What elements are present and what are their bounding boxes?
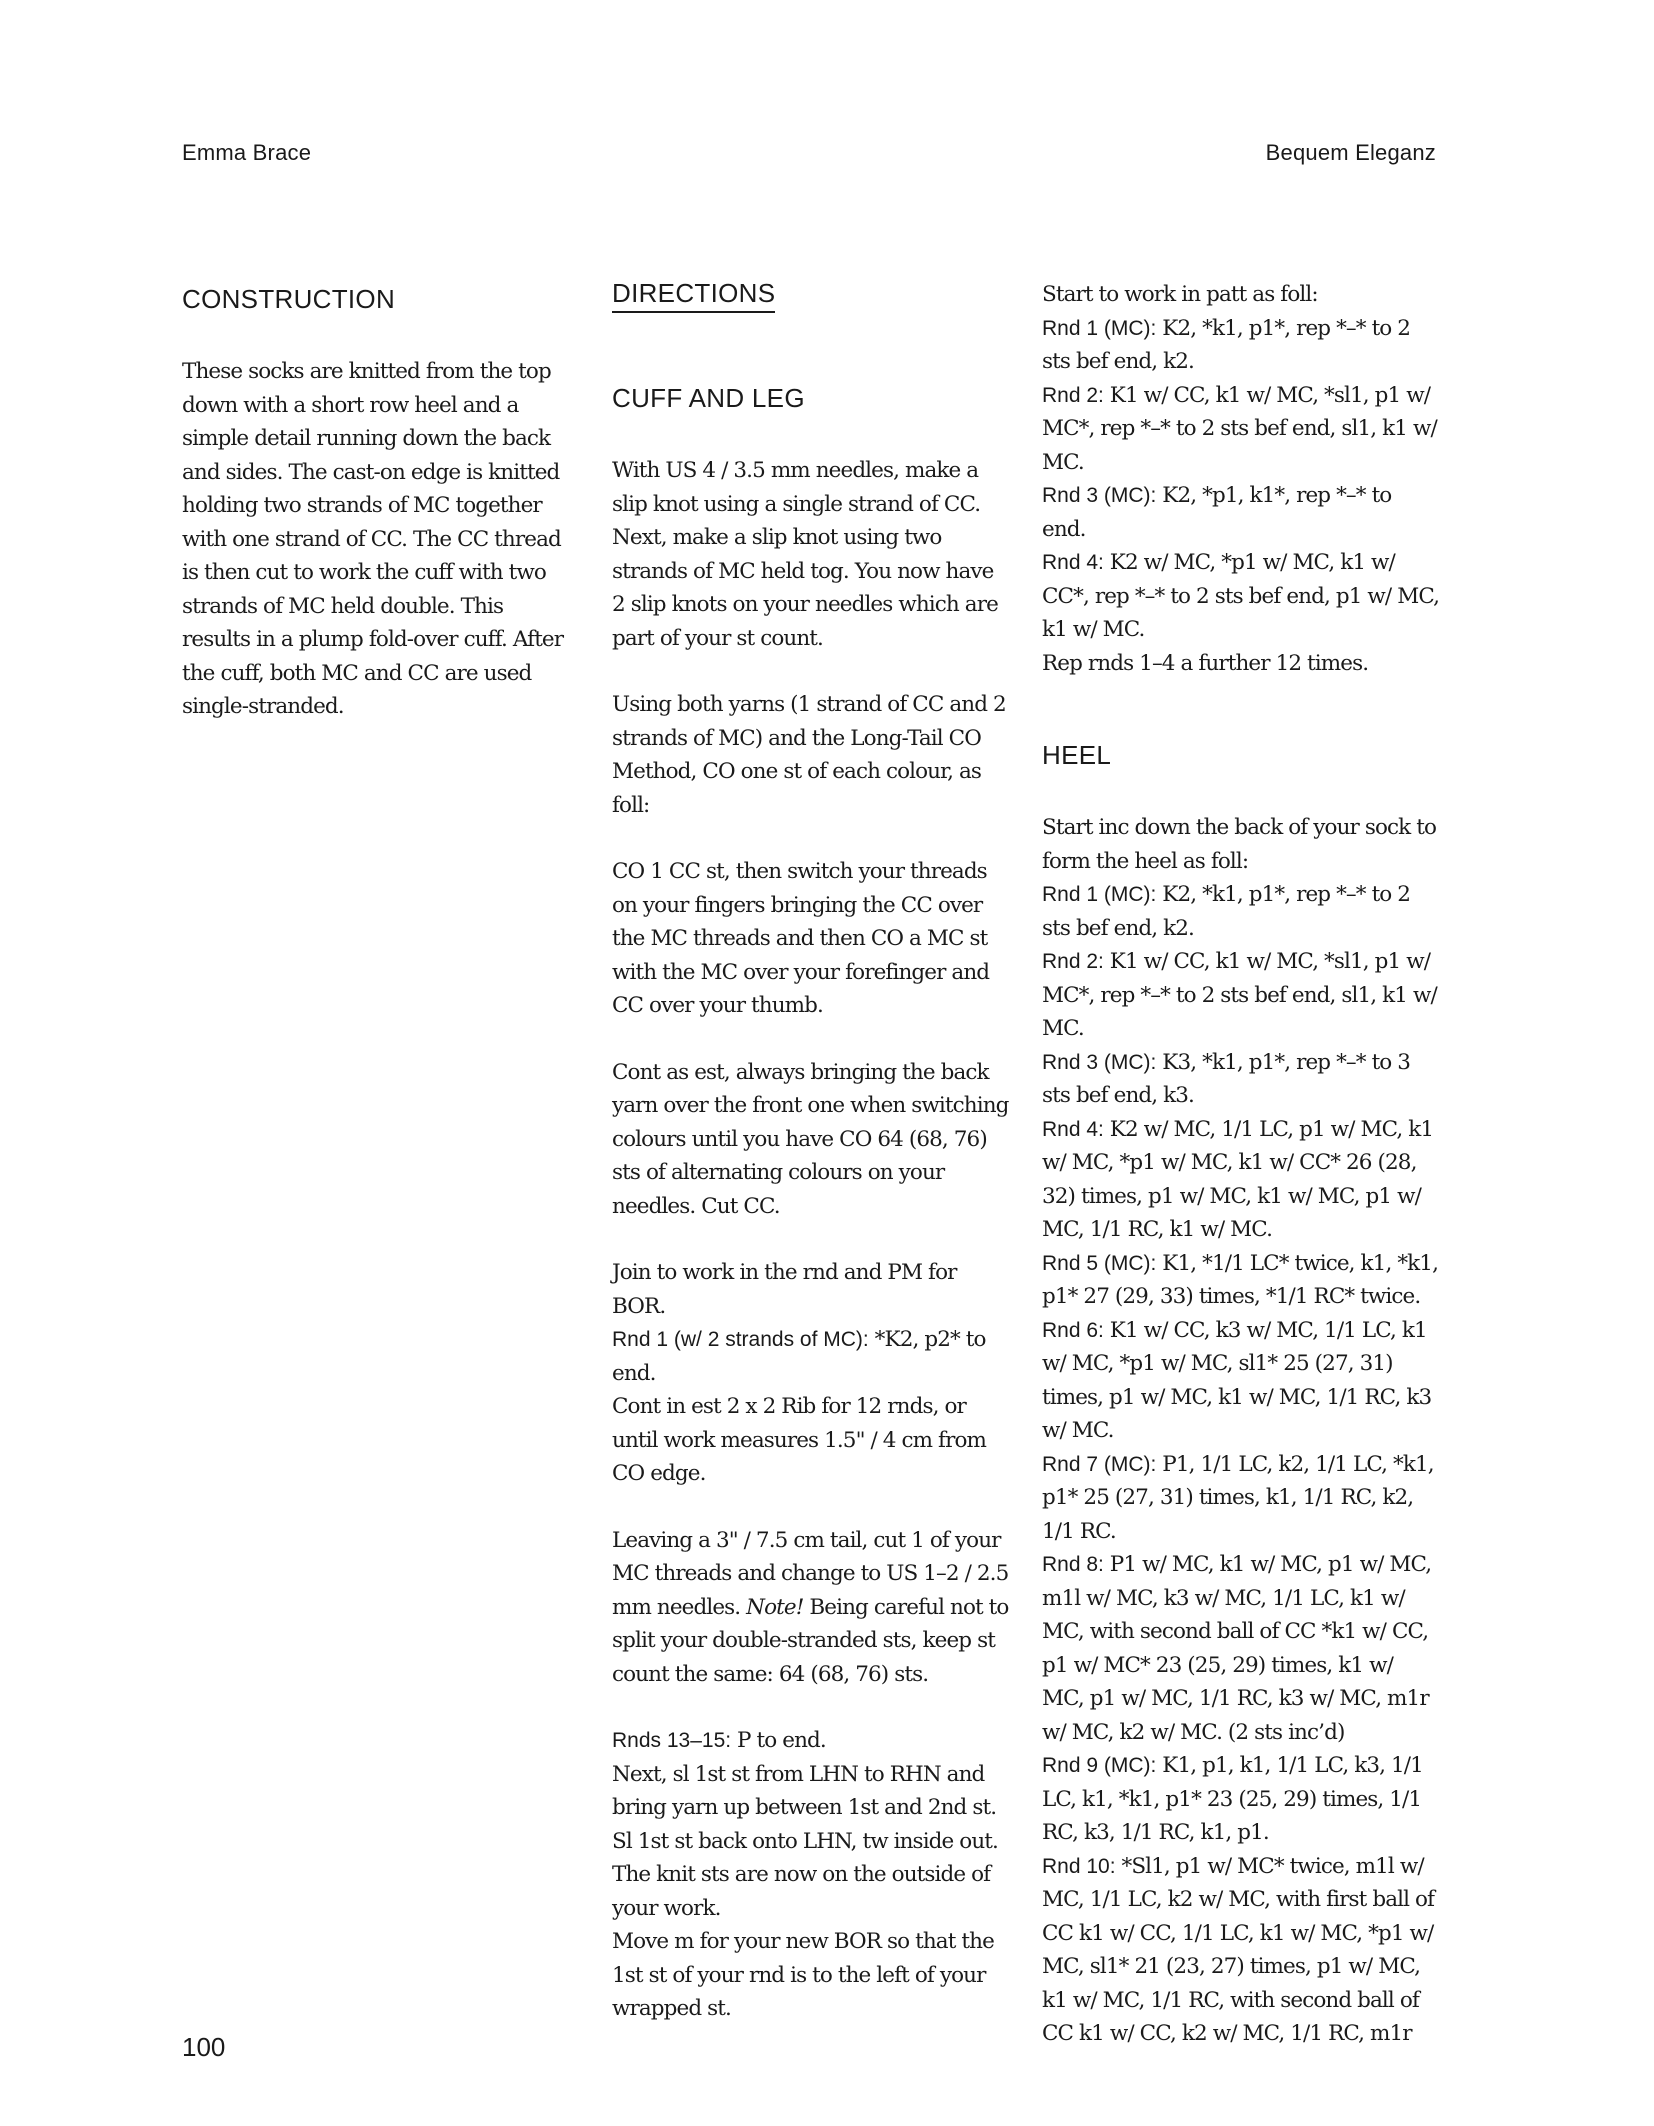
round-label: Rnd 3 (MC):	[1042, 1050, 1157, 1074]
round-label: Rnd 2:	[1042, 950, 1104, 973]
round-label: Rnd 8:	[1042, 1553, 1104, 1576]
round-instruction	[612, 1724, 1010, 1758]
round-label: Rnd 4:	[1042, 1117, 1104, 1141]
pattern-intro: Start to work in patt as foll:	[1042, 282, 1318, 307]
round-text: K2, *p1, k1*, rep *–* to end.	[1042, 483, 1392, 542]
round-text: K2 w/ MC, *p1 w/ MC, k1 w/ CC*, rep *–* to 2 sts bef end, p1 w/ MC, k1 w/ MC.	[1042, 550, 1440, 642]
round-text: P to end.	[731, 1728, 826, 1753]
running-header-author: Emma Brace	[182, 140, 312, 165]
text-run: Being careful not to split your double-stranded sts, keep st count the same: 64 (68, 76) sts.	[612, 1594, 1009, 1687]
round-text: P1, 1/1 LC, k2, 1/1 LC, *k1, p1* 25 (27, 31) times, k1, 1/1 RC, k2, 1/1 RC.	[1042, 1451, 1434, 1544]
round-instruction	[1042, 1548, 1440, 1749]
construction-column	[182, 278, 574, 724]
directions-paragraph: CO 1 CC st, then switch your threads on your fingers bringing the CC over the MC threads and then CO a MC st with the MC over your forefinger and CC over your thumb.	[612, 859, 990, 1018]
heel-intro: Start inc down the back of your sock to form the heel as foll:	[1042, 815, 1437, 874]
round-instruction	[1042, 1314, 1440, 1448]
round-text: K1, p1, k1, 1/1 LC, k3, 1/1 LC, k1, *k1, p1* 23 (25, 29) times, 1/1 RC, k3, 1/1 RC, k1, p1.	[1042, 1753, 1423, 1845]
round-text: K1, *1/1 LC* twice, k1, *k1, p1* 27 (29, 33) times, *1/1 RC* twice.	[1042, 1250, 1439, 1309]
round-text: *K2, p2* to end.	[612, 1327, 986, 1386]
round-label: Rnd 10:	[1042, 1854, 1116, 1878]
round-text: K1 w/ CC, k1 w/ MC, *sl1, p1 w/ MC*, rep *–* to 2 sts bef end, sl1, k1 w/ MC.	[1042, 949, 1437, 1041]
round-instruction	[1042, 1448, 1440, 1549]
directions-heading: DIRECTIONS	[612, 278, 775, 313]
round-text: K2, *k1, p1*, rep *–* to 2 sts bef end, k2.	[1042, 315, 1411, 374]
round-label: Rnd 7 (MC):	[1042, 1452, 1157, 1476]
directions-column	[612, 278, 1010, 2026]
directions-paragraph: Next, sl 1st st from LHN to RHN and bring yarn up between 1st and 2nd st. Sl 1st st back onto LHN, tw inside out. The knit sts are now on the outside of your work.	[612, 1761, 998, 1921]
round-text: K2 w/ MC, 1/1 LC, p1 w/ MC, k1 w/ MC, *p1 w/ MC, k1 w/ CC* 26 (28, 32) times, p1 w/ MC, k1 w/ MC, p1 w/ MC, 1/1 RC, k1 w/ MC.	[1042, 1116, 1434, 1242]
round-instruction	[612, 1323, 1010, 1390]
round-instruction	[1042, 1749, 1440, 1850]
round-instruction	[1042, 379, 1440, 480]
repeat-instruction: Rep rnds 1–4 a further 12 times.	[1042, 650, 1369, 676]
note-emphasis: Note!	[746, 1594, 804, 1620]
cuff-and-leg-heading: CUFF AND LEG	[612, 383, 805, 413]
round-instruction	[1042, 1113, 1440, 1247]
round-instruction	[1042, 878, 1440, 945]
round-instruction	[1042, 1850, 1440, 2051]
construction-heading: CONSTRUCTION	[182, 284, 396, 314]
round-text: *Sl1, p1 w/ MC* twice, m1l w/ MC, 1/1 LC, k2 w/ MC, with first ball of CC k1 w/ CC, 1/1 LC, k1 w/ MC, *p1 w/ MC, sl1* 21 (23, 27) times, p1 w/ MC, k1 w/ MC, 1/1 RC, with second ball of CC k1 w/ CC, k2 w/ MC, 1/1 RC, m1r	[1042, 1853, 1435, 2046]
round-text: P1 w/ MC, k1 w/ MC, p1 w/ MC, m1l w/ MC, k3 w/ MC, 1/1 LC, k1 w/ MC, with second ball of CC *k1 w/ CC, p1 w/ MC* 23 (25, 29) times, k1 w/ MC, p1 w/ MC, 1/1 RC, k3 w/ MC, m1r w/ MC, k2 w/ MC. (2 sts inc’d)	[1042, 1552, 1432, 1745]
directions-paragraph: Using both yarns (1 strand of CC and 2 strands of MC) and the Long-Tail CO Method, CO one st of each colour, as foll:	[612, 692, 1006, 818]
pattern-column	[1042, 278, 1440, 2051]
round-label: Rnd 6:	[1042, 1318, 1104, 1342]
directions-paragraph	[612, 1524, 1010, 1692]
round-label: Rnd 1 (MC):	[1042, 316, 1157, 340]
round-label: Rnd 9 (MC):	[1042, 1754, 1157, 1777]
round-label: Rnd 4:	[1042, 551, 1104, 574]
round-text: K2, *k1, p1*, rep *–* to 2 sts bef end, k2.	[1042, 882, 1411, 941]
text-run: Leaving a 3" / 7.5 cm tail, cut 1 of your MC threads and change to US 1–2 / 2.5 mm needles.	[612, 1527, 1009, 1620]
heel-heading: HEEL	[1042, 740, 1112, 770]
round-label: Rnd 3 (MC):	[1042, 484, 1157, 507]
round-instruction	[1042, 1247, 1440, 1314]
running-header-book-title: Bequem Eleganz	[1265, 140, 1436, 165]
directions-paragraph: Cont as est, always bringing the back yarn over the front one when switching colours until you have CO 64 (68, 76) sts of alternating colours on your needles. Cut CC.	[612, 1059, 1009, 1219]
directions-paragraph: Cont in est 2 x 2 Rib for 12 rnds, or until work measures 1.5" / 4 cm from CO edge.	[612, 1394, 987, 1486]
round-label: Rnd 2:	[1042, 383, 1104, 407]
round-instruction	[1042, 546, 1440, 647]
round-instruction	[1042, 945, 1440, 1046]
round-label: Rnd 1 (w/ 2 strands of MC):	[612, 1328, 869, 1351]
directions-paragraph: With US 4 / 3.5 mm needles, make a slip knot using a single strand of CC. Next, make a slip knot using two strands of MC held tog. You now have 2 slip knots on your needles which are part of your st count.	[612, 458, 998, 651]
round-label: Rnd 5 (MC):	[1042, 1251, 1157, 1275]
round-text: K3, *k1, p1*, rep *–* to 3 sts bef end, k3.	[1042, 1049, 1411, 1108]
round-label: Rnds 13–15:	[612, 1729, 732, 1752]
directions-paragraph: Join to work in the rnd and PM for BOR.	[612, 1260, 957, 1319]
round-instruction	[1042, 479, 1440, 546]
round-instruction	[1042, 312, 1440, 379]
round-label: Rnd 1 (MC):	[1042, 883, 1157, 906]
round-text: K1 w/ CC, k3 w/ MC, 1/1 LC, k1 w/ MC, *p1 w/ MC, sl1* 25 (27, 31) times, p1 w/ MC, k1 w/ MC, 1/1 RC, k3 w/ MC.	[1042, 1317, 1432, 1443]
construction-text: These socks are knitted from the top down with a short row heel and a simple detail running down the back and sides. The cast-on edge is knitted holding two strands of MC together with one strand of CC. The CC thread is then cut to work the cuff with two strands of MC held double. This results in a plump fold-over cuff. After the cuff, both MC and CC are used single-stranded.	[182, 359, 564, 719]
page-number: 100	[182, 2032, 226, 2062]
round-text: K1 w/ CC, k1 w/ MC, *sl1, p1 w/ MC*, rep *–* to 2 sts bef end, sl1, k1 w/ MC.	[1042, 382, 1437, 475]
directions-paragraph: Move m for your new BOR so that the 1st st of your rnd is to the left of your wrapped st.	[612, 1929, 994, 2021]
round-instruction	[1042, 1046, 1440, 1113]
